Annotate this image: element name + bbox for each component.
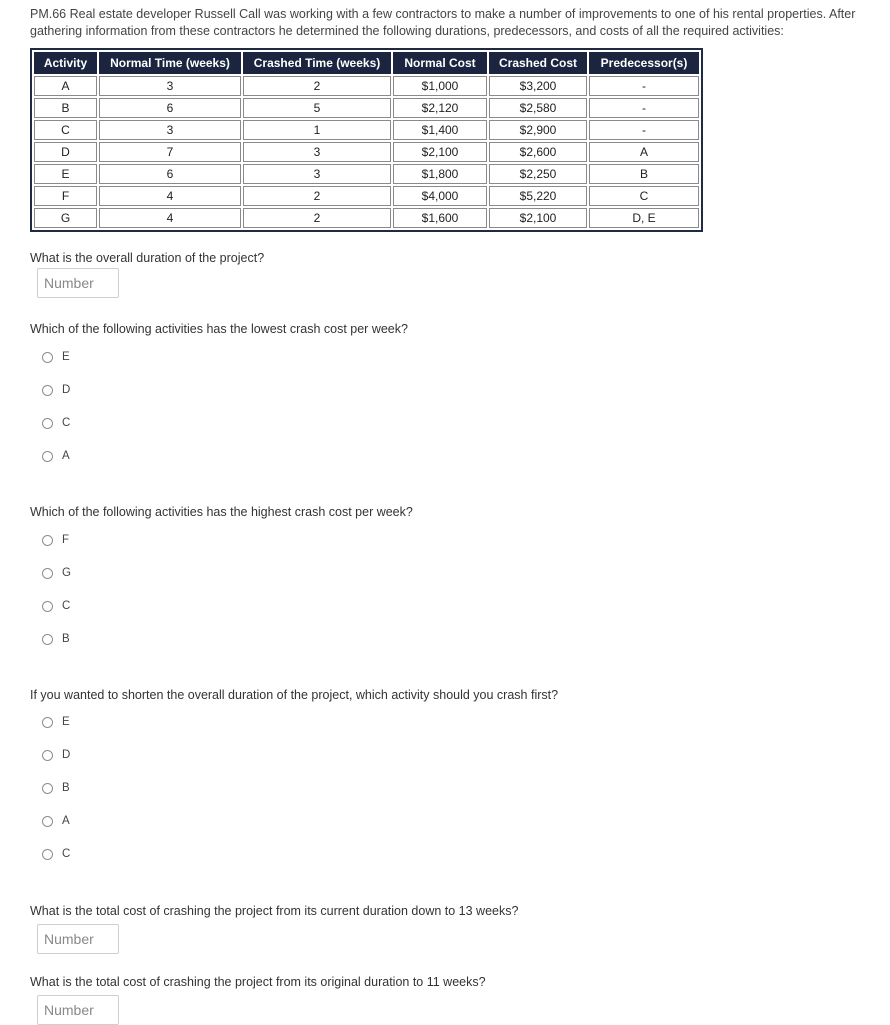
cell-crashed-time: 5 (243, 98, 391, 118)
header-crashed-cost: Crashed Cost (489, 52, 587, 74)
table-row (34, 76, 699, 96)
radio-button[interactable] (42, 451, 53, 462)
cell-activity: D (34, 142, 97, 162)
crash-first-option-c[interactable] (42, 846, 70, 862)
cell-crashed-time: 2 (243, 186, 391, 206)
cell-crashed-time: 2 (243, 208, 391, 228)
radio-button[interactable] (42, 535, 53, 546)
table-row (34, 208, 699, 228)
radio-button[interactable] (42, 352, 53, 363)
radio-button[interactable] (42, 601, 53, 612)
cell-normal-time: 7 (99, 142, 241, 162)
table-row (34, 186, 699, 206)
cost-13-weeks-input[interactable] (37, 924, 119, 954)
crash-first-option-b[interactable] (42, 780, 70, 796)
cell-normal-cost: $2,100 (393, 142, 487, 162)
cell-predecessors: A (589, 142, 699, 162)
cell-crashed-cost: $2,250 (489, 164, 587, 184)
cell-normal-cost: $1,000 (393, 76, 487, 96)
option-label: B (62, 782, 70, 794)
crash-first-option-d[interactable] (42, 747, 70, 763)
option-label: A (62, 815, 70, 827)
cost-11-weeks-input[interactable] (37, 995, 119, 1025)
cell-activity: C (34, 120, 97, 140)
lowest-option-a[interactable] (42, 448, 70, 464)
cell-normal-cost: $1,600 (393, 208, 487, 228)
option-label: C (62, 417, 71, 429)
cell-predecessors: B (589, 164, 699, 184)
cell-normal-cost: $4,000 (393, 186, 487, 206)
cell-normal-time: 4 (99, 186, 241, 206)
table-row (34, 164, 699, 184)
cell-crashed-cost: $3,200 (489, 76, 587, 96)
question-cost-to-11-weeks: What is the total cost of crashing the project from its original duration to 11 weeks? (30, 975, 486, 989)
question-crash-first: If you wanted to shorten the overall duration of the project, which activity should you crash first? (30, 688, 559, 702)
cell-crashed-time: 3 (243, 142, 391, 162)
option-label: C (62, 848, 71, 860)
activities-table (30, 48, 703, 232)
header-normal-time: Normal Time (weeks) (99, 52, 241, 74)
header-normal-cost: Normal Cost (393, 52, 487, 74)
crash-first-option-e[interactable] (42, 714, 70, 730)
lowest-option-e[interactable] (42, 349, 70, 365)
cell-normal-time: 6 (99, 164, 241, 184)
radio-button[interactable] (42, 634, 53, 645)
option-label: D (62, 749, 71, 761)
cell-predecessors: - (589, 120, 699, 140)
radio-button[interactable] (42, 750, 53, 761)
cell-predecessors: - (589, 76, 699, 96)
cell-activity: B (34, 98, 97, 118)
highest-option-g[interactable] (42, 565, 71, 581)
radio-button[interactable] (42, 385, 53, 396)
option-label: A (62, 450, 70, 462)
cell-activity: F (34, 186, 97, 206)
question-lowest-crash-cost: Which of the following activities has the lowest crash cost per week? (30, 322, 408, 336)
cell-activity: E (34, 164, 97, 184)
option-label: F (62, 534, 70, 546)
table-header-row (34, 52, 699, 74)
cell-normal-cost: $1,400 (393, 120, 487, 140)
radio-button[interactable] (42, 418, 53, 429)
cell-predecessors: D, E (589, 208, 699, 228)
cell-normal-cost: $1,800 (393, 164, 487, 184)
option-label: E (62, 351, 70, 363)
cell-crashed-time: 1 (243, 120, 391, 140)
question-cost-to-13-weeks: What is the total cost of crashing the project from its current duration down to 13 weeks? (30, 904, 519, 918)
header-activity: Activity (34, 52, 97, 74)
cell-normal-cost: $2,120 (393, 98, 487, 118)
option-label: B (62, 633, 70, 645)
option-label: C (62, 600, 71, 612)
table-row (34, 142, 699, 162)
radio-button[interactable] (42, 816, 53, 827)
lowest-option-c[interactable] (42, 415, 70, 431)
radio-button[interactable] (42, 849, 53, 860)
cell-crashed-cost: $5,220 (489, 186, 587, 206)
cell-crashed-cost: $2,580 (489, 98, 587, 118)
table-row (34, 98, 699, 118)
header-crashed-time: Crashed Time (weeks) (243, 52, 391, 74)
radio-button[interactable] (42, 568, 53, 579)
question-highest-crash-cost: Which of the following activities has the highest crash cost per week? (30, 505, 413, 519)
cell-crashed-cost: $2,900 (489, 120, 587, 140)
option-label: E (62, 716, 70, 728)
cell-activity: A (34, 76, 97, 96)
highest-option-c[interactable] (42, 598, 70, 614)
project-duration-input[interactable] (37, 268, 119, 298)
header-predecessors: Predecessor(s) (589, 52, 699, 74)
option-label: D (62, 384, 71, 396)
cell-crashed-time: 3 (243, 164, 391, 184)
cell-crashed-time: 2 (243, 76, 391, 96)
radio-button[interactable] (42, 717, 53, 728)
cell-normal-time: 3 (99, 76, 241, 96)
cell-normal-time: 3 (99, 120, 241, 140)
option-label: G (62, 567, 71, 579)
problem-statement: PM.66 Real estate developer Russell Call was working with a few contractors to make a number of improvements to one of his rental properties. After gathering information from these contractors he determined the following durations, predecessors, and costs of all the required activities: (30, 7, 856, 38)
cell-crashed-cost: $2,100 (489, 208, 587, 228)
lowest-option-d[interactable] (42, 382, 70, 398)
radio-button[interactable] (42, 783, 53, 794)
cell-predecessors: C (589, 186, 699, 206)
cell-normal-time: 6 (99, 98, 241, 118)
highest-option-f[interactable] (42, 532, 69, 548)
highest-option-b[interactable] (42, 631, 70, 647)
cell-activity: G (34, 208, 97, 228)
question-project-duration: What is the overall duration of the project? (30, 251, 265, 265)
cell-predecessors: - (589, 98, 699, 118)
table-row (34, 120, 699, 140)
cell-normal-time: 4 (99, 208, 241, 228)
cell-crashed-cost: $2,600 (489, 142, 587, 162)
crash-first-option-a[interactable] (42, 813, 70, 829)
